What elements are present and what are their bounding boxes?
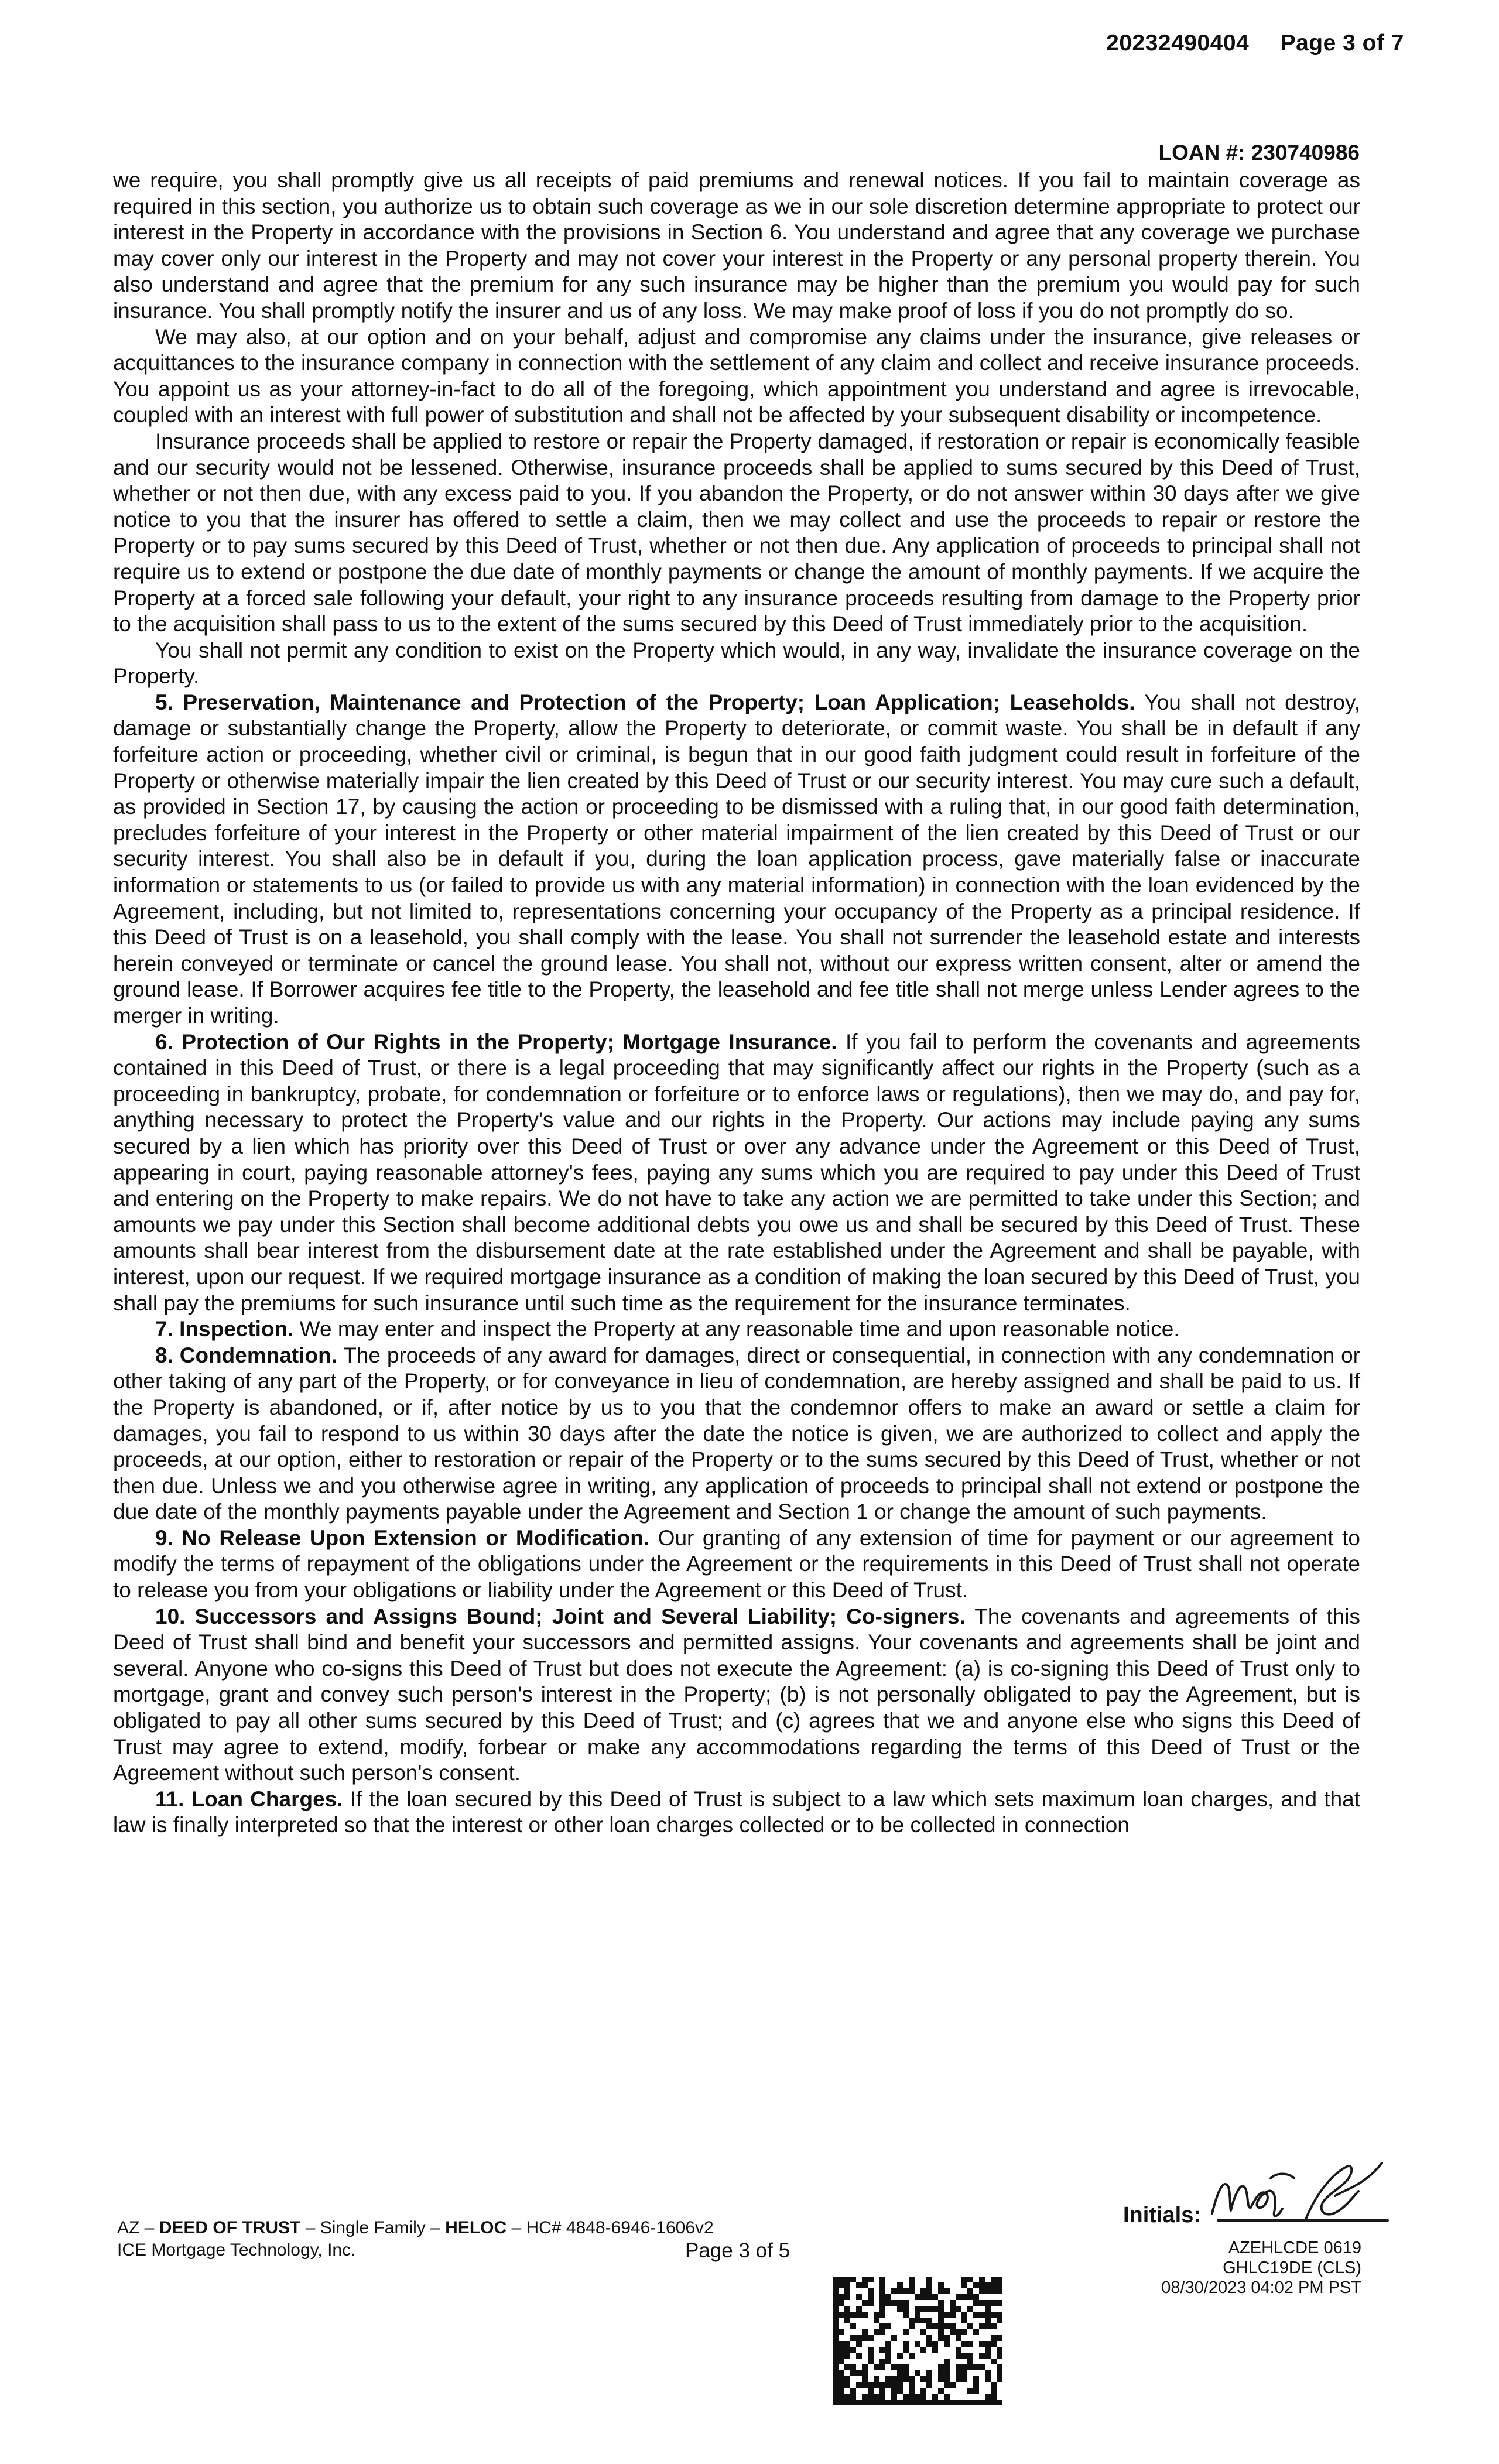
section-6 [113, 1029, 1360, 1317]
form-identifier [117, 2217, 714, 2239]
barcode-icon [833, 2277, 1002, 2405]
document-body [113, 167, 1360, 1839]
form-state: AZ – [117, 2218, 159, 2237]
section-5 [113, 690, 1360, 1029]
section-11-heading: 11. Loan Charges. [155, 1787, 343, 1811]
section-10-text: The covenants and agreements of this Deed of Trust shall bind and benefit your successors and permitted assigns. Your covenants and agreements shall be joint and several. Anyone who co-signs this Deed of Trust but does not execute the Agreement: (a) is co-signing this Deed of Trust only to mortgage, grant and convey such person's interest in the Property; (b) is not personally obligated to pay the Agreement, but is obligated to pay all other sums secured by this Deed of Trust; and (c) agrees that we and anyone else who signs this Deed of Trust may agree to extend, modify, forbear or make any accommodations regarding the terms of this Deed of Trust or the Agreement without such person's consent. [113, 1604, 1360, 1785]
section-9-heading: 9. No Release Upon Extension or Modification. [155, 1525, 650, 1550]
form-type-desc: – Single Family – [300, 2218, 446, 2237]
paragraph-insurance-proceeds: Insurance proceeds shall be applied to restore or repair the Property damaged, if restoration or repair is economically feasible and our security would not be lessened. Otherwise, insurance proceeds shall be applied to sums secured by this Deed of Trust, whether or not then due, with any excess paid to you. If you abandon the Property, or do not answer within 30 days after we give notice to you that the insurer has offered to settle a claim, then we may collect and use the proceeds to repair or restore the Property or to pay sums secured by this Deed of Trust, whether or not then due. Any application of proceeds to principal shall not require us to extend or postpone the due date of monthly payments or change the amount of monthly payments. If we acquire the Property at a forced sale following your default, your right to any insurance proceeds resulting from damage to the Property prior to the acquisition shall pass to us to the extent of the sums secured by this Deed of Trust immediately prior to the acquisition. [113, 429, 1360, 636]
initials-label: Initials: [1123, 2203, 1202, 2227]
form-code-2: GHLC19DE (CLS) [1223, 2258, 1361, 2277]
document-number: 20232490404 [1106, 30, 1250, 56]
form-codes [1161, 2238, 1361, 2298]
paragraph-insurance-condition: You shall not permit any condition to exist on the Property which would, in any way, invalidate the insurance coverage on the Property. [113, 638, 1360, 689]
loan-number: LOAN #: 230740986 [1158, 141, 1360, 165]
recording-header [1106, 30, 1404, 56]
form-code-1: AZEHLCDE 0619 [1228, 2239, 1361, 2257]
form-page-number: Page 3 of 5 [685, 2239, 790, 2262]
initials-signature [1200, 2155, 1394, 2237]
section-8-text: The proceeds of any award for damages, direct or consequential, in connection with any condemnation or other taking of any part of the Property, or for conveyance in lieu of condemnation, are hereby assigned and shall be paid to us. If the Property is abandoned, or if, after notice by us to you that the condemnor offers to make an award or settle a claim for damages, you fail to respond to us within 30 days after the date the notice is given, we are authorized to collect and apply the proceeds, at our option, either to restoration or repair of the Property or to the sums secured by this Deed of Trust, whether or not then due. Unless we and you otherwise agree in writing, any application of proceeds to principal shall not extend or postpone the due date of the monthly payments payable under the Agreement and Section 1 or change the amount of such payments. [113, 1343, 1360, 1524]
section-10 [113, 1604, 1360, 1787]
section-7-heading: 7. Inspection. [155, 1317, 294, 1341]
section-9 [113, 1525, 1360, 1604]
section-8-heading: 8. Condemnation. [155, 1343, 338, 1367]
section-5-text: You shall not destroy, damage or substantially change the Property, allow the Property to deteriorate, or commit waste. You shall be in default if any forfeiture action or proceeding, whether civil or criminal, is begun that in our good faith judgment could result in forfeiture of the Property or otherwise materially impair the lien created by this Deed of Trust or our security interest. You may cure such a default, as provided in Section 17, by causing the action or proceeding to be dismissed with a ruling that, in our good faith determination, precludes forfeiture of your interest in the Property or other material impairment of the lien created by this Deed of Trust or our security interest. You shall also be in default if you, during the loan application process, gave materially false or inaccurate information or statements to us (or failed to provide us with any material information) in connection with the loan evidenced by the Agreement, including, but not limited to, representations concerning your occupancy of the Property as a principal residence. If this Deed of Trust is on a leasehold, you shall comply with the lease. You shall not surrender the leasehold estate and interests herein conveyed or terminate or cancel the ground lease. You shall not, without our express written consent, alter or amend the ground lease. If Borrower acquires fee title to the Property, the leasehold and fee title shall not merge unless Lender agrees to the merger in writing. [113, 690, 1360, 1028]
section-11 [113, 1787, 1360, 1839]
form-timestamp: 08/30/2023 04:02 PM PST [1161, 2278, 1361, 2297]
form-code: – HC# 4848-6946-1606v2 [506, 2218, 714, 2237]
section-9-text: Our granting of any extension of time for payment or our agreement to modify the terms of repayment of the obligations under the Agreement or the requirements in this Deed of Trust shall not operate to release you from your obligations or liability under the Agreement or this Deed of Trust. [113, 1525, 1360, 1603]
section-7 [113, 1316, 1360, 1343]
recording-page-label: Page 3 of 7 [1280, 30, 1404, 56]
section-7-text: We may enter and inspect the Property at any reasonable time and upon reasonable notice. [293, 1317, 1180, 1341]
form-footer [117, 2217, 714, 2261]
form-title: DEED OF TRUST [159, 2218, 301, 2237]
paragraph-adjust-claims: We may also, at our option and on your behalf, adjust and compromise any claims under the insurance, give releases or acquittances to the insurance company in connection with the settlement of any claim and collect and receive insurance proceeds. You appoint us as your attorney-in-fact to do all of the foregoing, which appointment you understand and agree is irrevocable, coupled with an interest with full power of substitution and shall not be affected by your subsequent disability or incompetence. [113, 324, 1360, 427]
section-10-heading: 10. Successors and Assigns Bound; Joint and Several Liability; Co-signers. [155, 1604, 966, 1628]
section-5-heading: 5. Preservation, Maintenance and Protection of the Property; Loan Application; Leaseholds. [155, 690, 1135, 714]
form-type: HELOC [445, 2218, 507, 2237]
section-6-text: If you fail to perform the covenants and agreements contained in this Deed of Trust, or there is a legal proceeding that may significantly affect our rights in the Property (such as a proceeding in bankruptcy, probate, for condemnation or forfeiture or to enforce laws or regulations), then we may do, and pay for, anything necessary to protect the Property's value and our rights in the Property. Our actions may include paying any sums secured by a lien which has priority over this Deed of Trust or over any advance under the Agreement or this Deed of Trust, appearing in court, paying reasonable attorney's fees, paying any sums which you are required to pay under this Deed of Trust and entering on the Property to make repairs. We do not have to take any action we are permitted to take under this Section; and amounts we pay under this Section shall become additional debts you owe us and shall be secured by this Deed of Trust. These amounts shall bear interest from the disbursement date at the rate established under the Agreement and shall be payable, with interest, upon our request. If we required mortgage insurance as a condition of making the loan secured by this Deed of Trust, you shall pay the premiums for such insurance until such time as the requirement for the insurance terminates. [113, 1029, 1360, 1315]
section-8 [113, 1343, 1360, 1525]
paragraph-insurance-receipts: we require, you shall promptly give us all receipts of paid premiums and renewal notices. If you fail to maintain coverage as required in this section, you authorize us to obtain such coverage as we in our sole discretion determine appropriate to protect our interest in the Property in accordance with the provisions in Section 6. You understand and agree that any coverage we purchase may cover only our interest in the Property and may not cover your interest in the Property or any personal property therein. You also understand and agree that the premium for any such insurance may be higher than the premium you would pay for such insurance. You shall promptly notify the insurer and us of any loss. We may make proof of loss if you do not promptly do so. [113, 168, 1360, 323]
section-11-text: If the loan secured by this Deed of Trust is subject to a law which sets maximum loan charges, and that law is finally interpreted so that the interest or other loan charges collected or to be collected in connection [113, 1787, 1361, 1837]
section-6-heading: 6. Protection of Our Rights in the Property; Mortgage Insurance. [155, 1029, 837, 1054]
company-name: ICE Mortgage Technology, Inc. [117, 2240, 356, 2260]
